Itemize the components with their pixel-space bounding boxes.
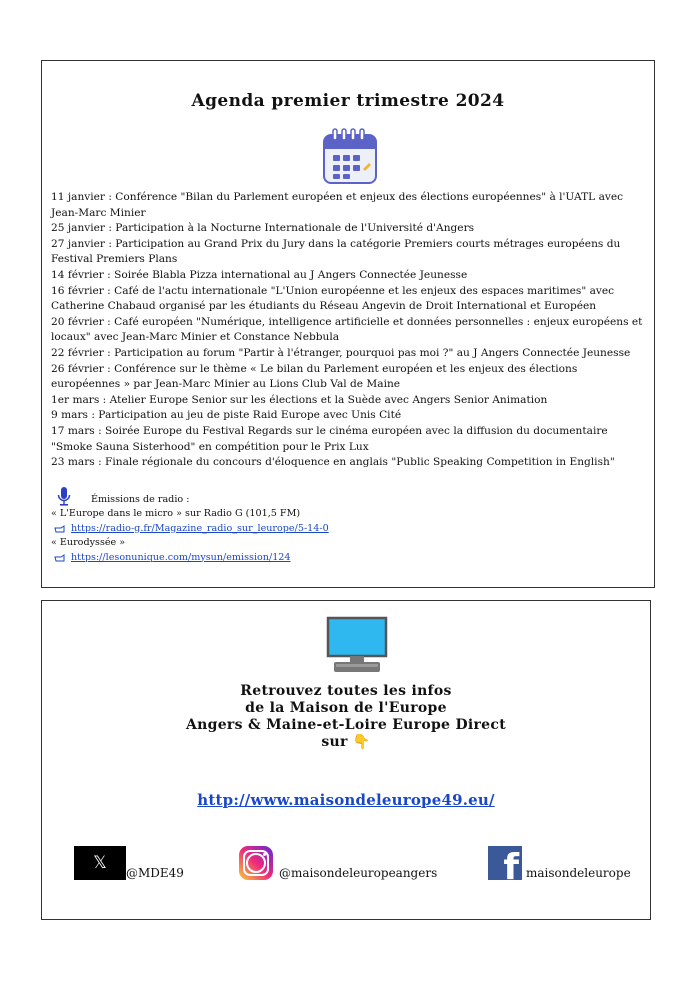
- radio-show-1-row: [51, 522, 641, 537]
- list-item: [51, 268, 649, 284]
- list-item: [51, 237, 649, 268]
- event-text: Café de l'actu internationale "L'Union européenne et les enjeux des espaces maritimes" avec Catherine Chabaud organisé par les étudiants du Réseau Angevin de Droit International et Européen: [51, 284, 615, 313]
- event-date: 22 février: [51, 346, 104, 359]
- x-social[interactable]: [74, 846, 184, 880]
- event-separator: :: [99, 393, 110, 406]
- list-item: [51, 221, 649, 237]
- event-text: Participation au Grand Prix du Jury dans la catégorie Premiers courts métrages européens du Festival Premiers Plans: [51, 237, 621, 266]
- event-list: [51, 190, 649, 471]
- info-line-1: Retrouvez toutes les infos: [240, 683, 452, 699]
- event-date: 27 janvier: [51, 237, 105, 250]
- event-separator: :: [103, 346, 115, 359]
- event-separator: :: [103, 362, 115, 375]
- radio-show-2-label: « Eurodyssée »: [51, 537, 126, 548]
- event-text: Atelier Europe Senior sur les élections et la Suède avec Angers Senior Animation: [109, 393, 548, 406]
- event-separator: :: [103, 268, 115, 281]
- event-text: Conférence "Bilan du Parlement européen et enjeux des élections européennes" à l'UATL avec Jean-Marc Minier: [51, 191, 624, 219]
- event-text: Café européen "Numérique, intelligence artificielle et données personnelles : enjeux européens et locaux" avec Jean-Marc Minier et Constance Nebbula: [51, 315, 643, 344]
- radio-section: [51, 487, 641, 565]
- list-item: [51, 424, 649, 455]
- list-item: [51, 190, 649, 221]
- microphone-icon: [57, 487, 71, 507]
- event-text: Finale régionale du concours d'éloquence en anglais "Public Speaking Competition in English": [105, 456, 615, 469]
- event-text: Participation au jeu de piste Raid Europe avec Unis Cité: [98, 409, 402, 422]
- list-item: [51, 346, 649, 362]
- info-line-3: Angers & Maine-et-Loire Europe Direct: [186, 717, 506, 733]
- event-separator: :: [103, 315, 115, 328]
- event-separator: :: [104, 237, 116, 250]
- list-item: [51, 362, 649, 393]
- list-item: [51, 315, 649, 346]
- event-separator: :: [87, 409, 99, 422]
- instagram-social[interactable]: [239, 846, 437, 880]
- event-text: Participation au forum "Partir à l'étranger, pourquoi pas moi ?" au J Angers Connectée Jeunesse: [114, 346, 631, 359]
- pointing-hand-icon: [54, 524, 66, 534]
- info-line-4: [42, 734, 650, 751]
- info-line-2: de la Maison de l'Europe: [245, 700, 447, 716]
- event-date: 23 mars: [51, 456, 95, 469]
- facebook-logo-icon: f: [488, 846, 522, 880]
- event-separator: :: [103, 284, 115, 297]
- instagram-logo-icon: [239, 846, 273, 880]
- radio-title: Émissions de radio :: [91, 493, 190, 505]
- event-text: Conférence sur le thème « Le bilan du Parlement européen et les enjeux des élections européennes » par Jean-Marc Minier au Lions Club Val de Maine: [51, 362, 578, 391]
- event-date: 9 mars: [51, 409, 88, 422]
- list-item: [51, 284, 649, 315]
- event-text: Soirée Blabla Pizza international au J Angers Connectée Jeunesse: [114, 268, 468, 281]
- event-separator: :: [104, 222, 116, 235]
- radio-show-1-label: « L'Europe dans le micro » sur Radio G (101,5 FM): [51, 508, 301, 519]
- list-item: [51, 408, 649, 424]
- event-date: 11 janvier: [51, 191, 105, 203]
- event-date: 17 mars: [51, 424, 95, 437]
- event-separator: :: [94, 456, 106, 469]
- facebook-handle: maisondeleurope: [526, 866, 631, 880]
- radio-show-2-row: [51, 551, 641, 566]
- instagram-handle: @maisondeleuropeangers: [279, 866, 438, 880]
- website-link[interactable]: http://www.maisondeleurope49.eu/: [197, 791, 495, 809]
- list-item: [51, 393, 649, 409]
- event-separator: :: [94, 424, 106, 437]
- info-text: [42, 683, 650, 751]
- event-date: 26 février: [51, 362, 104, 375]
- radio-header: [51, 487, 641, 507]
- list-item: [51, 455, 649, 471]
- event-date: 20 février: [51, 315, 104, 328]
- event-text: Participation à la Nocturne Internationale de l'Université d'Angers: [115, 222, 475, 235]
- event-date: 14 février: [51, 268, 104, 281]
- event-date: 1er mars: [51, 393, 100, 406]
- event-text: Soirée Europe du Festival Regards sur le cinéma européen avec la diffusion du documentaire "Smoke Sauna Sisterhood" en compétition pour le Prix Lux: [51, 424, 608, 453]
- pointing-down-icon: 👇: [352, 734, 371, 750]
- sun-link[interactable]: https://lesonunique.com/mysun/emission/124: [71, 551, 291, 563]
- agenda-panel: [41, 60, 655, 588]
- event-separator: :: [104, 191, 116, 203]
- radio-g-link[interactable]: https://radio-g.fr/Magazine_radio_sur_leurope/5-14-0: [71, 522, 329, 534]
- computer-monitor-icon: [326, 616, 388, 674]
- facebook-social[interactable]: [488, 846, 631, 880]
- pointing-hand-icon: [54, 553, 66, 563]
- info-sur: sur: [321, 734, 348, 750]
- x-handle: @MDE49: [126, 866, 184, 880]
- event-date: 25 janvier: [51, 222, 105, 235]
- calendar-icon: [321, 127, 379, 185]
- info-panel: [41, 600, 651, 920]
- agenda-title: Agenda premier trimestre 2024: [191, 91, 505, 111]
- x-logo-icon: 𝕏: [74, 846, 126, 880]
- event-date: 16 février: [51, 284, 104, 297]
